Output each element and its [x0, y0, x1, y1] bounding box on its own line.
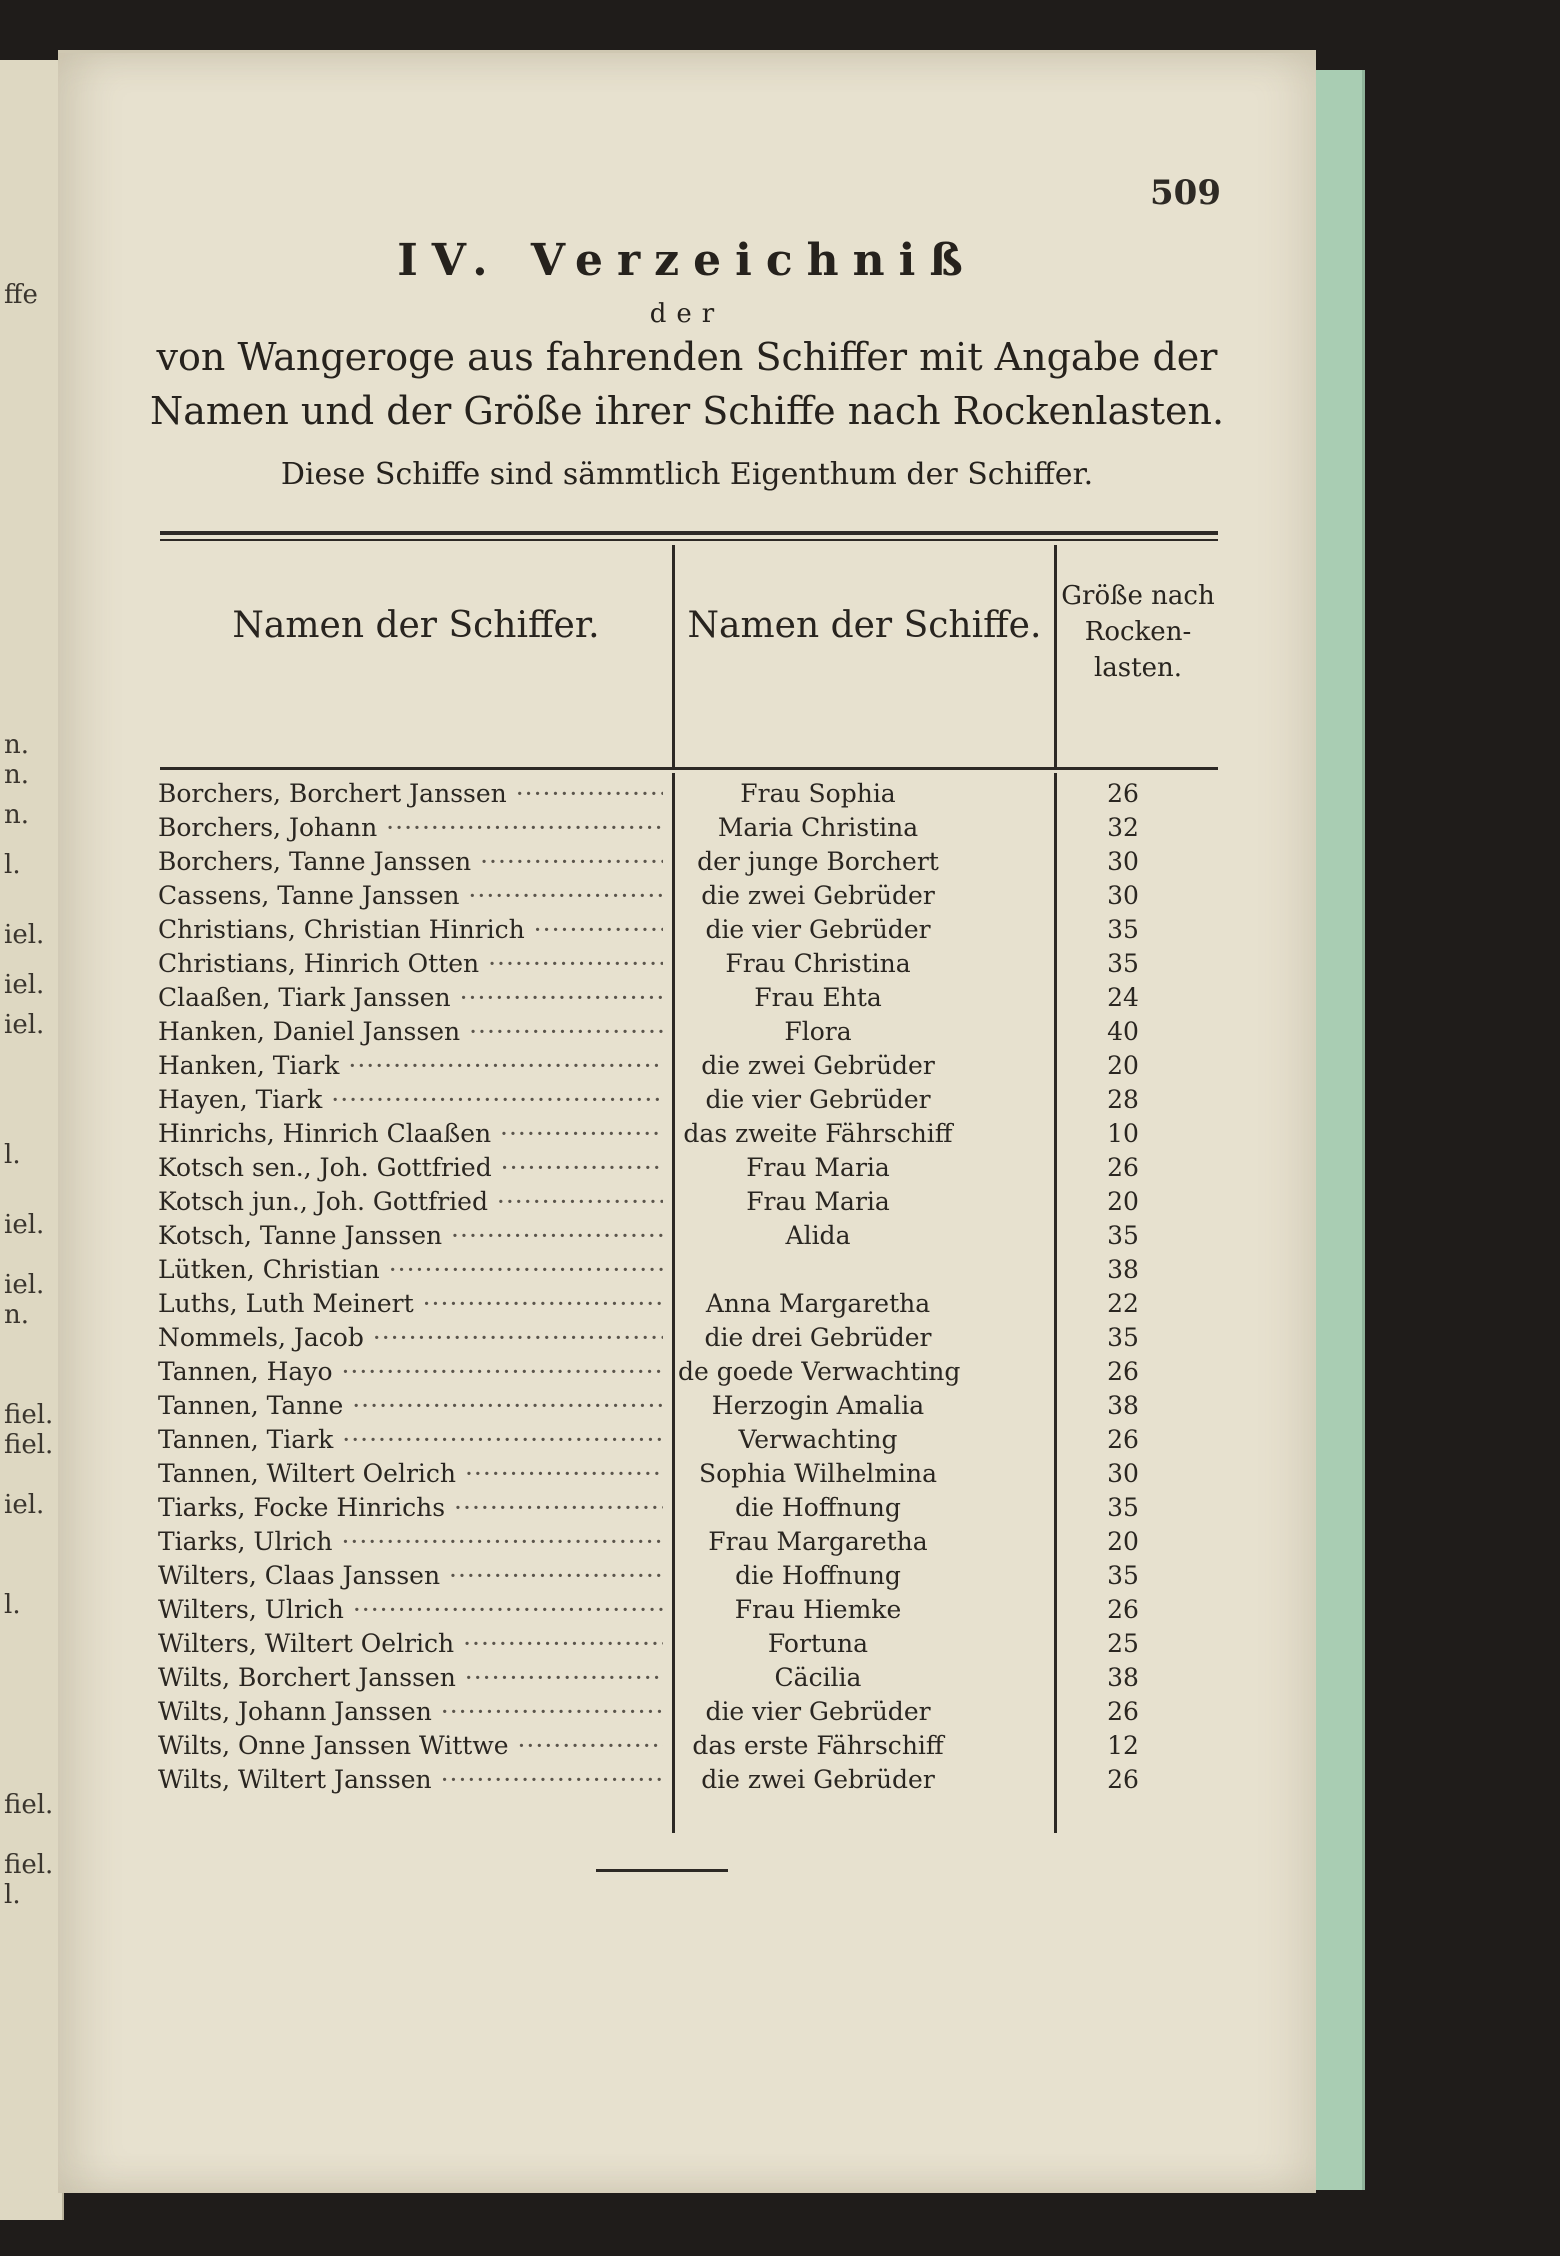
cell-skipper: Wilters, Wiltert Oelrich ·····: [158, 1629, 663, 1658]
cell-skipper: Tannen, Tiark ·····: [158, 1425, 663, 1454]
cell-skipper: Kotsch jun., Joh. Gottfried ·····: [158, 1187, 663, 1216]
header-tons-3: lasten.: [1093, 653, 1182, 683]
cell-tons: 26: [1107, 1357, 1139, 1386]
cell-tons: 38: [1107, 1391, 1139, 1420]
table-row: [158, 1357, 1218, 1391]
cell-ship: Anna Margaretha: [705, 1289, 931, 1318]
cell-ship: die Hoffnung: [735, 1561, 901, 1590]
cell-skipper: Borchers, Tanne Janssen ·····: [158, 847, 663, 876]
table-row: [158, 915, 1218, 949]
header-divider-1: [672, 545, 675, 767]
cell-tons: 35: [1107, 1493, 1139, 1522]
left-page-fragment: l.: [4, 1880, 21, 1910]
cell-tons: 26: [1107, 1595, 1139, 1624]
cell-skipper: Christians, Christian Hinrich ·····: [158, 915, 663, 944]
table-row: [158, 1255, 1218, 1289]
left-page-fragment: l.: [4, 1590, 21, 1620]
cell-ship: die drei Gebrüder: [704, 1323, 932, 1352]
cell-skipper: Kotsch sen., Joh. Gottfried ·····: [158, 1153, 663, 1182]
cell-skipper: Tannen, Hayo ·····: [158, 1357, 663, 1386]
cell-tons: 26: [1107, 1153, 1139, 1182]
page-number: 509: [1150, 173, 1221, 213]
cell-tons: 25: [1107, 1629, 1139, 1658]
cell-tons: 26: [1107, 1697, 1139, 1726]
table-row: [158, 983, 1218, 1017]
cell-ship: die vier Gebrüder: [705, 915, 931, 944]
left-page-fragment: n.: [4, 800, 30, 830]
cell-ship: Alida: [785, 1221, 851, 1250]
table-row: [158, 813, 1218, 847]
table-row: [158, 1085, 1218, 1119]
cell-skipper: Claaßen, Tiark Janssen ·····: [158, 983, 663, 1012]
cell-skipper: Kotsch, Tanne Janssen ·····: [158, 1221, 663, 1250]
left-page-fragment: iel.: [4, 920, 45, 950]
cell-ship: Flora: [784, 1017, 852, 1046]
cell-tons: 26: [1107, 779, 1139, 808]
cell-ship: die zwei Gebrüder: [701, 881, 935, 910]
heading-note: Diese Schiffe sind sämmtlich Eigenthum der Schiffer.: [280, 457, 1094, 492]
cell-ship: die vier Gebrüder: [705, 1697, 931, 1726]
cell-ship: die zwei Gebrüder: [701, 1051, 935, 1080]
left-page-fragment: l.: [4, 1140, 21, 1170]
left-page-fragment: fiel.: [4, 1790, 54, 1820]
table-row: [158, 881, 1218, 915]
left-page-fragment: n.: [4, 1300, 30, 1330]
cell-skipper: Luths, Luth Meinert ·····: [158, 1289, 663, 1318]
cell-tons: 32: [1107, 813, 1139, 842]
cell-ship: der junge Borchert: [697, 847, 939, 876]
cell-ship: Frau Christina: [725, 949, 911, 978]
cell-ship: Frau Maria: [746, 1153, 890, 1182]
table-row: [158, 1731, 1218, 1765]
left-page-fragment: fiel.: [4, 1430, 54, 1460]
cell-tons: 35: [1107, 1221, 1139, 1250]
table-row: [158, 1323, 1218, 1357]
header-bottom-rule: [160, 767, 1218, 770]
cell-tons: 20: [1107, 1187, 1139, 1216]
left-page-fragment: n.: [4, 760, 30, 790]
cell-tons: 30: [1107, 1459, 1139, 1488]
table-row: [158, 1561, 1218, 1595]
cell-ship: de goede Verwachting: [678, 1357, 961, 1386]
table-row: [158, 1527, 1218, 1561]
cell-tons: 26: [1107, 1765, 1139, 1794]
cell-ship: Maria Christina: [717, 813, 919, 842]
cell-ship: Cäcilia: [774, 1663, 862, 1692]
cell-ship: die Hoffnung: [735, 1493, 901, 1522]
table-row: [158, 779, 1218, 813]
closing-rule: [596, 1869, 728, 1872]
cell-tons: 38: [1107, 1663, 1139, 1692]
cell-skipper: Wilts, Johann Janssen ·····: [158, 1697, 663, 1726]
cell-tons: 30: [1107, 847, 1139, 876]
cell-tons: 10: [1107, 1119, 1139, 1148]
cell-tons: 35: [1107, 1561, 1139, 1590]
cell-ship: Frau Margaretha: [708, 1527, 928, 1556]
cell-skipper: Christians, Hinrich Otten ·····: [158, 949, 663, 978]
book-page: [58, 50, 1316, 2193]
cell-tons: 12: [1107, 1731, 1139, 1760]
table-row: [158, 1017, 1218, 1051]
cell-tons: 35: [1107, 1323, 1139, 1352]
cell-tons: 26: [1107, 1425, 1139, 1454]
left-page-fragment: l.: [4, 850, 21, 880]
cell-skipper: Tiarks, Focke Hinrichs ·····: [158, 1493, 663, 1522]
table-row: [158, 1153, 1218, 1187]
table-row: [158, 949, 1218, 983]
cell-ship: die vier Gebrüder: [705, 1085, 931, 1114]
cell-skipper: Cassens, Tanne Janssen ·····: [158, 881, 663, 910]
left-page-fragment: iel.: [4, 1270, 45, 1300]
cell-skipper: Borchers, Johann ·····: [158, 813, 663, 842]
cell-skipper: Wilters, Ulrich ·····: [158, 1595, 663, 1624]
cell-tons: 40: [1107, 1017, 1139, 1046]
cell-ship: Fortuna: [767, 1629, 869, 1658]
cell-skipper: Wilters, Claas Janssen ·····: [158, 1561, 663, 1590]
table-row: [158, 1187, 1218, 1221]
cell-skipper: Hinrichs, Hinrich Claaßen ·····: [158, 1119, 663, 1148]
heading-subtitle-2: Namen und der Größe ihrer Schiffe nach Rockenlasten.: [149, 389, 1225, 433]
left-page-fragment: fiel.: [4, 1400, 54, 1430]
cell-ship: Frau Ehta: [754, 983, 882, 1012]
header-tons-1: Größe nach: [1061, 581, 1215, 611]
cell-tons: 35: [1107, 949, 1139, 978]
left-page-fragment: ffe: [4, 280, 38, 310]
table-row: [158, 1459, 1218, 1493]
cell-tons: 22: [1107, 1289, 1139, 1318]
cell-ship: Herzogin Amalia: [711, 1391, 925, 1420]
table-row: [158, 1595, 1218, 1629]
cell-skipper: Nommels, Jacob ·····: [158, 1323, 663, 1352]
heading-der: der: [649, 299, 725, 329]
cell-skipper: Hayen, Tiark ·····: [158, 1085, 663, 1114]
cell-ship: Frau Sophia: [740, 779, 896, 808]
table-top-rule-thin: [160, 539, 1218, 541]
cell-tons: 30: [1107, 881, 1139, 910]
cell-skipper: Tannen, Wiltert Oelrich ·····: [158, 1459, 663, 1488]
cell-skipper: Tiarks, Ulrich ·····: [158, 1527, 663, 1556]
header-tons-2: Rocken-: [1084, 617, 1192, 647]
table-top-rule: [160, 531, 1218, 535]
left-page-fragment: fiel.: [4, 1850, 54, 1880]
heading-subtitle-1: von Wangeroge aus fahrenden Schiffer mit Angabe der: [156, 335, 1218, 379]
cell-skipper: Wilts, Wiltert Janssen ·····: [158, 1765, 663, 1794]
cell-tons: 20: [1107, 1051, 1139, 1080]
cell-skipper: Hanken, Daniel Janssen ·····: [158, 1017, 663, 1046]
table-row: [158, 1051, 1218, 1085]
left-page-fragment: iel.: [4, 970, 45, 1000]
cell-ship: Verwachting: [738, 1425, 898, 1454]
table-row: [158, 1221, 1218, 1255]
table-row: [158, 1697, 1218, 1731]
cell-skipper: Borchers, Borchert Janssen ·····: [158, 779, 663, 808]
cell-tons: 38: [1107, 1255, 1139, 1284]
table-row: [158, 1765, 1218, 1799]
table-row: [158, 1663, 1218, 1697]
table-row: [158, 1391, 1218, 1425]
cell-skipper: Hanken, Tiark ·····: [158, 1051, 663, 1080]
table-row: [158, 1289, 1218, 1323]
table-row: [158, 1119, 1218, 1153]
heading-title: IV. Verzeichniß: [397, 235, 977, 286]
left-page-fragment: iel.: [4, 1210, 45, 1240]
cell-tons: 20: [1107, 1527, 1139, 1556]
cell-ship: Frau Maria: [746, 1187, 890, 1216]
cell-skipper: Wilts, Borchert Janssen ·····: [158, 1663, 663, 1692]
left-page-fragment: n.: [4, 730, 30, 760]
cell-tons: 24: [1107, 983, 1139, 1012]
table-row: [158, 1493, 1218, 1527]
header-ship: Namen der Schiffe.: [687, 605, 1042, 646]
table-row: [158, 1629, 1218, 1663]
table-row: [158, 847, 1218, 881]
cell-skipper: Tannen, Tanne ·····: [158, 1391, 663, 1420]
cell-ship: das erste Fährschiff: [692, 1731, 944, 1760]
header-skipper: Namen der Schiffer.: [232, 605, 600, 646]
left-page-fragment: iel.: [4, 1010, 45, 1040]
cell-ship: die zwei Gebrüder: [701, 1765, 935, 1794]
left-page-fragment: iel.: [4, 1490, 45, 1520]
cell-ship: das zweite Fährschiff: [683, 1119, 953, 1148]
cell-ship: Frau Hiemke: [734, 1595, 902, 1624]
cell-skipper: Lütken, Christian ·····: [158, 1255, 663, 1284]
cell-tons: 35: [1107, 915, 1139, 944]
cell-tons: 28: [1107, 1085, 1139, 1114]
table-row: [158, 1425, 1218, 1459]
cell-ship: Sophia Wilhelmina: [699, 1459, 937, 1488]
left-page-edge: [0, 60, 64, 2220]
cell-skipper: Wilts, Onne Janssen Wittwe ·····: [158, 1731, 663, 1760]
